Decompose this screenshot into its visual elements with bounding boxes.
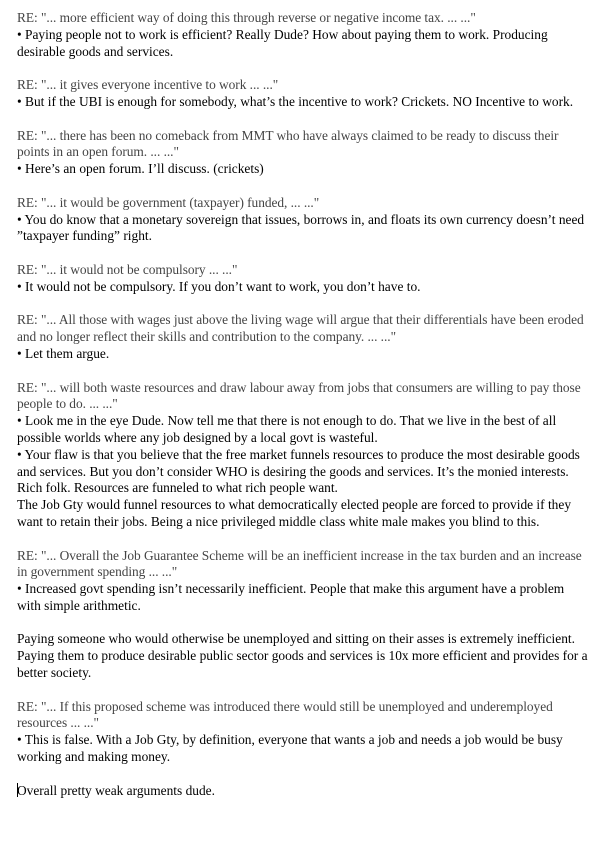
comment-block bbox=[17, 631, 589, 681]
rebuttal-paragraph: • This is false. With a Job Gty, by definition, everyone that wants a job and needs a job would be busy working and making money. bbox=[17, 732, 563, 765]
quoted-argument: RE: "... All those with wages just above the living wage will argue that their differentials have been eroded and no longer reflect their skills and contribution to the company. ... ..." bbox=[17, 312, 584, 345]
comment-block bbox=[17, 10, 589, 60]
quoted-argument: RE: "... Overall the Job Guarantee Scheme will be an inefficient increase in the tax burden and an increase in government spending ... ..." bbox=[17, 547, 582, 580]
quoted-argument: RE: "... it gives everyone incentive to work ... ..." bbox=[17, 77, 279, 93]
rebuttal-paragraph: • Paying people not to work is efficient? Really Dude? How about paying them to work. Producing desirable goods and services. bbox=[17, 26, 548, 59]
comment-block bbox=[17, 128, 589, 178]
document-body[interactable] bbox=[17, 10, 589, 799]
comment-block bbox=[17, 699, 589, 766]
rebuttal-paragraph: • But if the UBI is enough for somebody, what’s the incentive to work? Crickets. NO Incentive to work. bbox=[17, 93, 574, 109]
comment-block bbox=[17, 548, 589, 615]
rebuttal-paragraph: Paying someone who would otherwise be unemployed and sitting on their asses is extremely inefficient. Paying them to produce desirable public sector goods and services is 10x more efficient and provides for a better society. bbox=[17, 631, 588, 681]
quoted-argument: RE: "... more efficient way of doing this through reverse or negative income tax. ... ..." bbox=[17, 10, 476, 25]
quoted-argument: RE: "... If this proposed scheme was introduced there would still be unemployed and underemployed resources ... ..." bbox=[17, 698, 553, 731]
rebuttal-paragraph: • Increased govt spending isn’t necessarily inefficient. People that make this argument have a problem with simple arithmetic. bbox=[17, 581, 565, 613]
quoted-argument: RE: "... it would not be compulsory ... ..." bbox=[17, 261, 238, 277]
rebuttal-paragraph: The Job Gty would funnel resources to what democratically elected people are forced to provide if they want to retain their jobs. Being a nice privileged middle class white male makes you blind to this. bbox=[17, 497, 572, 529]
closing-text: Overall pretty weak arguments dude. bbox=[17, 782, 215, 798]
rebuttal-paragraph: • Here’s an open forum. I’ll discuss. (crickets) bbox=[17, 161, 264, 177]
closing-line bbox=[17, 783, 589, 800]
rebuttal-paragraph: • Let them argue. bbox=[17, 345, 110, 361]
comment-block bbox=[17, 312, 589, 362]
comment-block bbox=[17, 380, 589, 531]
rebuttal-paragraph: • You do know that a monetary sovereign that issues, borrows in, and floats its own currency doesn’t need ”taxpayer funding” right. bbox=[17, 211, 585, 244]
rebuttal-paragraph: • It would not be compulsory. If you don’t want to work, you don’t have to. bbox=[17, 278, 421, 294]
quoted-argument: RE: "... it would be government (taxpayer) funded, ... ..." bbox=[17, 194, 320, 210]
quoted-argument: RE: "... there has been no comeback from MMT who have always claimed to be ready to discuss their points in an open forum. ... ..." bbox=[17, 127, 559, 160]
comment-block bbox=[17, 77, 589, 111]
comment-block bbox=[17, 262, 589, 296]
rebuttal-paragraph: • Your flaw is that you believe that the free market funnels resources to produce the most desirable goods and services. But you don’t consider WHO is desiring the goods and services. It’s the monied interests. Rich folk. Resources are funneled to what rich people want. bbox=[17, 446, 580, 496]
rebuttal-paragraph: • Look me in the eye Dude. Now tell me that there is not enough to do. That we live in the best of all possible worlds where any job designed by a local govt is wasteful. bbox=[17, 413, 557, 445]
comment-block bbox=[17, 195, 589, 245]
quoted-argument: RE: "... will both waste resources and draw labour away from jobs that consumers are willing to pay those people to do. ... ..." bbox=[17, 379, 581, 412]
